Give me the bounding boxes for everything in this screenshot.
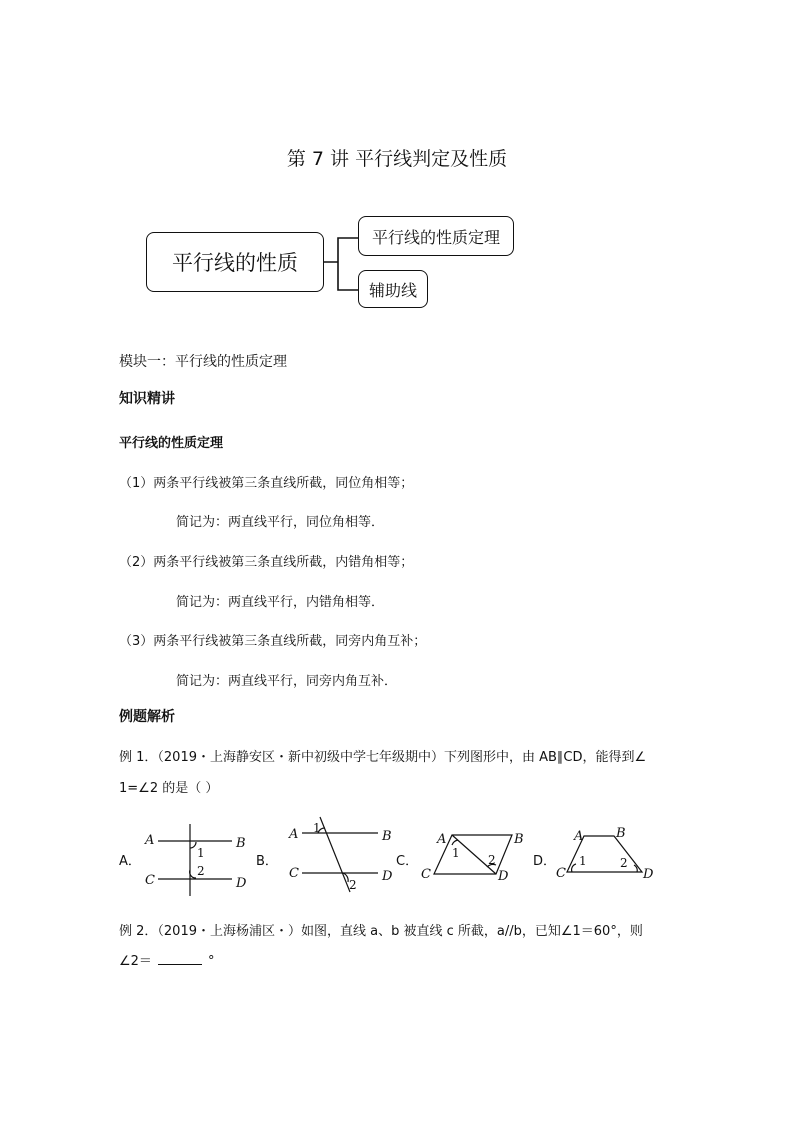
page-title: 第 7 讲 平行线判定及性质 (286, 148, 508, 170)
example2-line2 (119, 950, 214, 969)
fig-b-label-C: C (289, 866, 299, 881)
mindmap-root: 平行线的性质 (146, 232, 324, 292)
module-heading: 模块一：平行线的性质定理 (119, 354, 287, 370)
option-c-label: C． (396, 854, 419, 869)
example2-line2-prefix: ∠2＝ (119, 954, 152, 969)
theorem-short-3: 简记为：两直线平行，同旁内角互补． (176, 674, 398, 689)
option-b-label: B． (256, 854, 278, 869)
option-a-label: A． (119, 854, 141, 869)
fig-c-label-2: 2 (488, 853, 496, 867)
example2-line1: 例 2．（2019・上海杨浦区・）如图，直线 a、b 被直线 c 所截，a//b，已知∠1＝60°，则 (119, 924, 643, 939)
fig-a-label-C: C (145, 873, 155, 888)
example2-line2-suffix: ° (207, 954, 215, 969)
fig-c-label-1: 1 (452, 846, 460, 860)
theorem-short-2: 简记为：两直线平行，内错角相等． (176, 595, 385, 610)
fig-c-label-C: C (421, 867, 431, 882)
fig-d-label-B: B (616, 826, 626, 841)
fig-a-label-A: A (145, 833, 155, 848)
section-knowledge: 知识精讲 (119, 391, 175, 407)
fig-d-label-C: C (556, 866, 566, 881)
fig-b-label-2: 2 (349, 878, 357, 892)
fig-d-label-D: D (643, 867, 654, 882)
fig-c-label-D: D (498, 869, 509, 884)
theorem-item-1: （1）两条平行线被第三条直线所截，同位角相等； (119, 476, 414, 491)
fig-b-label-B: B (382, 829, 392, 844)
theorem-title: 平行线的性质定理 (119, 436, 224, 451)
fig-b-label-A: A (289, 827, 299, 842)
theorem-short-1: 简记为：两直线平行，同位角相等． (176, 515, 385, 530)
fig-d-label-2: 2 (620, 856, 628, 870)
fig-c-label-A: A (437, 832, 447, 847)
fig-d-label-1: 1 (579, 854, 587, 868)
mindmap-child-auxiliary: 辅助线 (358, 270, 428, 308)
fig-a-label-1: 1 (197, 846, 205, 860)
mindmap-child-theorem: 平行线的性质定理 (358, 216, 514, 256)
example1-line2: 1=∠2 的是（ ） (119, 781, 219, 796)
fig-d-label-A: A (574, 829, 584, 844)
theorem-item-2: （2）两条平行线被第三条直线所截，内错角相等； (119, 555, 414, 570)
fig-b-label-1: 1 (313, 821, 321, 835)
answer-blank[interactable] (158, 950, 202, 965)
section-examples: 例题解析 (119, 709, 175, 725)
fig-c-label-B: B (514, 832, 524, 847)
fig-b-label-D: D (382, 869, 393, 884)
option-d-label: D． (533, 854, 557, 869)
example1-line1: 例 1．（2019・上海静安区・新中初级中学七年级期中）下列图形中，由 AB∥CD，能得到∠ (119, 750, 647, 765)
fig-a-label-B: B (236, 836, 246, 851)
theorem-item-3: （3）两条平行线被第三条直线所截，同旁内角互补； (119, 634, 427, 649)
fig-a-label-2: 2 (197, 864, 205, 878)
fig-a-label-D: D (236, 876, 247, 891)
example1-figures (0, 810, 794, 900)
